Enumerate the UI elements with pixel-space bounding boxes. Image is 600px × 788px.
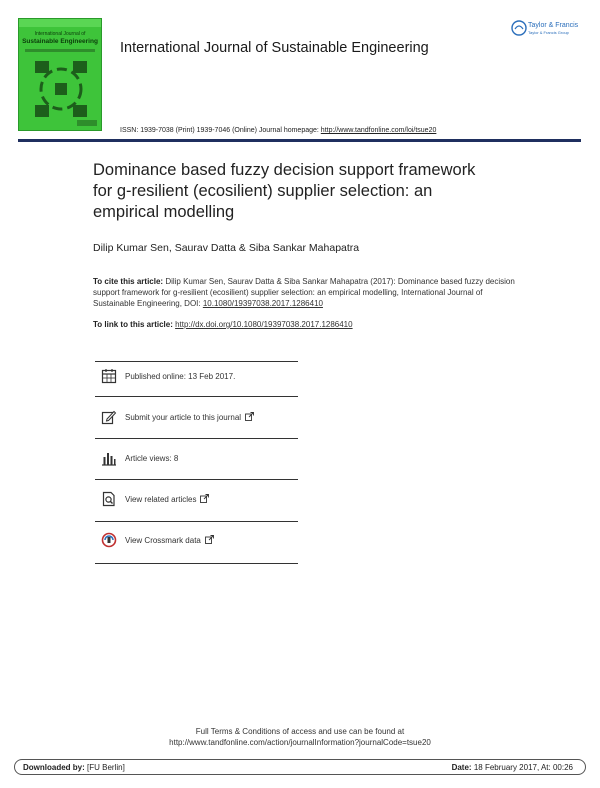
publisher-logo	[511, 18, 583, 38]
calendar-icon	[100, 368, 118, 384]
article-doi-link[interactable]: http://dx.doi.org/10.1080/19397038.2017.1286410	[175, 320, 353, 329]
logo-text: Taylor & Francis	[528, 22, 579, 29]
downloaded-value: [FU Berlin]	[84, 763, 125, 772]
crossmark-icon	[100, 532, 118, 548]
logo-subtext: Taylor & Francis Group	[528, 30, 569, 35]
submit-article-text: Submit your article to this journal	[125, 412, 242, 422]
cover-artwork-icon	[33, 59, 89, 121]
terms-link[interactable]: http://www.tandfonline.com/action/journalInformation?journalCode=tsue20	[169, 738, 431, 747]
divider	[95, 521, 298, 522]
external-link-icon	[245, 412, 254, 423]
citation-block	[93, 276, 523, 309]
issn-text: ISSN: 1939-7038 (Print) 1939-7046 (Online) Journal homepage:	[120, 127, 321, 134]
download-info-bar	[14, 759, 586, 775]
journal-cover-image	[18, 18, 102, 131]
downloaded-label: Downloaded by:	[23, 763, 85, 772]
article-link-line	[93, 320, 353, 329]
related-articles-link[interactable]	[100, 491, 209, 507]
divider	[95, 563, 298, 564]
header-divider	[18, 139, 581, 142]
cite-text: Dilip Kumar Sen, Saurav Datta & Siba Sankar Mahapatra (2017): Dominance based fuzzy decision support framework for g-resilient (ecosilient) supplier selection: an empirical modelling, International Journal of Sustainable Engineering, DOI:	[93, 277, 515, 308]
article-views-row	[100, 450, 178, 466]
published-online-text: Published online: 13 Feb 2017.	[125, 371, 236, 381]
download-date	[452, 763, 573, 772]
divider	[95, 438, 298, 439]
terms-line: Full Terms & Conditions of access and use can be found at	[195, 727, 405, 736]
crossmark-text: View Crossmark data	[125, 535, 201, 545]
journal-title: International Journal of Sustainable Engineering	[120, 40, 429, 56]
link-label: To link to this article:	[93, 320, 176, 329]
divider	[95, 361, 298, 362]
bar-chart-icon	[100, 450, 118, 466]
external-link-icon	[205, 535, 214, 546]
published-online-row	[100, 368, 235, 384]
external-link-icon	[200, 494, 209, 505]
crossmark-link[interactable]	[100, 532, 214, 548]
divider	[95, 396, 298, 397]
article-title: Dominance based fuzzy decision support framework for g-resilient (ecosilient) supplier selection: an empirical modelling	[93, 161, 476, 221]
cite-label: To cite this article:	[93, 277, 164, 286]
downloaded-by	[23, 763, 125, 772]
date-value: 18 February 2017, At: 00:26	[471, 763, 573, 772]
date-label: Date:	[451, 763, 472, 772]
cover-title-small: International Journal of	[34, 31, 86, 37]
related-articles-text: View related articles	[125, 494, 197, 504]
divider	[95, 479, 298, 480]
edit-pencil-icon	[100, 409, 118, 425]
article-views-text: Article views: 8	[125, 453, 179, 463]
document-search-icon	[100, 491, 118, 507]
cite-doi-link[interactable]: 10.1080/19397038.2017.1286410	[202, 299, 323, 308]
taylor-francis-logo-icon	[511, 18, 583, 38]
journal-homepage-link[interactable]: http://www.tandfonline.com/loi/tsue20	[320, 127, 437, 134]
issn-line	[120, 127, 436, 134]
submit-article-link[interactable]	[100, 409, 254, 425]
article-authors: Dilip Kumar Sen, Saurav Datta & Siba Sankar Mahapatra	[93, 242, 360, 254]
cover-title: Sustainable Engineering	[22, 38, 98, 45]
